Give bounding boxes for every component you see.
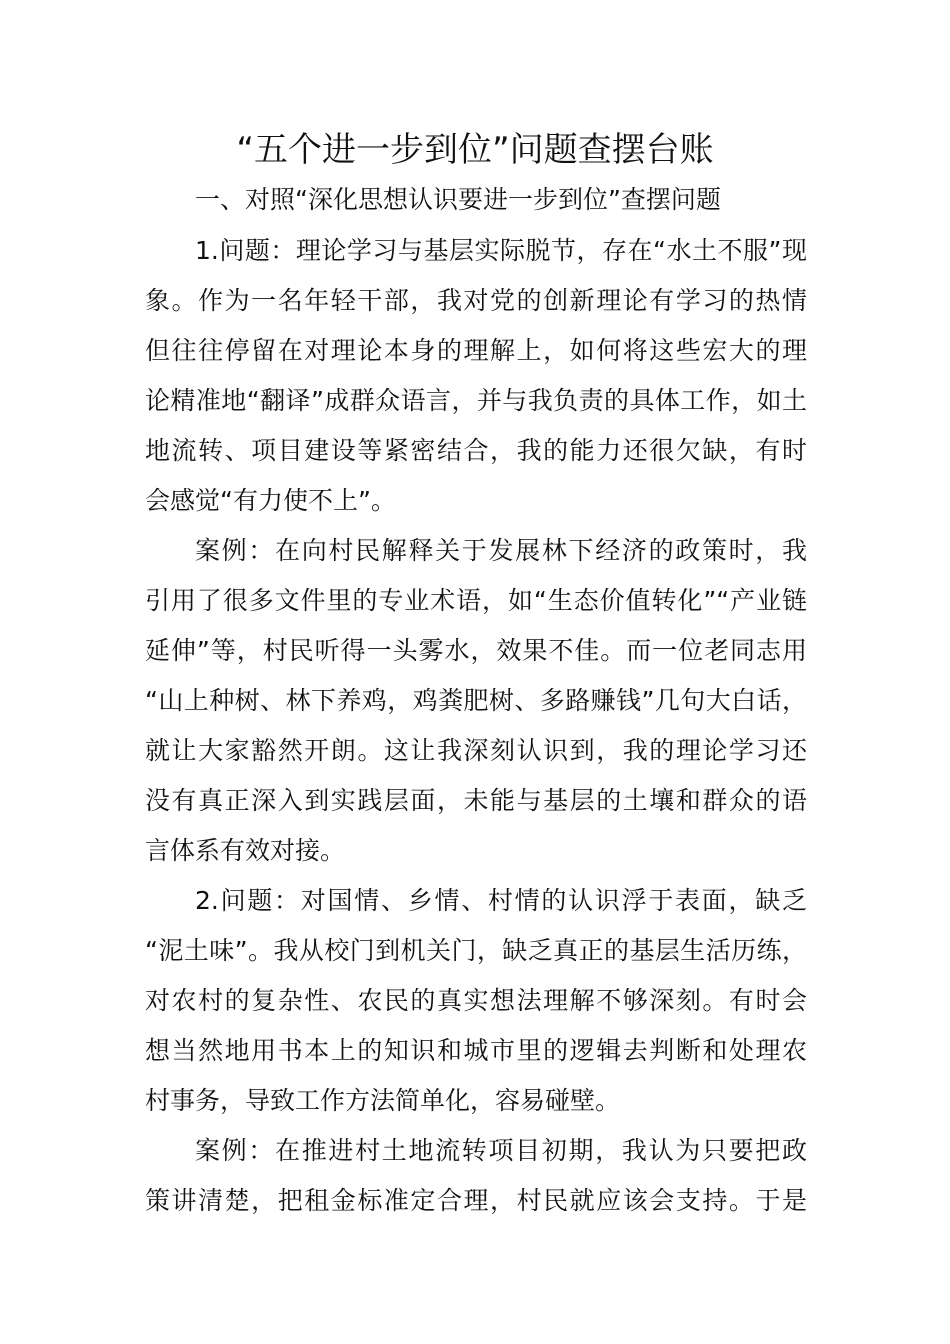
text-line: 延伸”等，村民听得一头雾水，效果不佳。而一位老同志用 (145, 636, 807, 665)
text-line: 象。作为一名年轻干部，我对党的创新理论有学习的热情 (145, 286, 807, 315)
paragraph (145, 876, 807, 1126)
text-line: 地流转、项目建设等紧密结合，我的能力还很欠缺，有时 (145, 436, 807, 465)
paragraph (145, 1126, 807, 1226)
document-title: “五个进一步到位”问题查摆台账 (236, 130, 714, 170)
text-line: 引用了很多文件里的专业术语，如“生态价值转化”“产业链 (145, 586, 807, 615)
text-line: 策讲清楚，把租金标准定合理，村民就应该会支持。于是 (145, 1186, 807, 1215)
text-line: 想当然地用书本上的知识和城市里的逻辑去判断和处理农 (145, 1036, 807, 1065)
text-line: 没有真正深入到实践层面，未能与基层的土壤和群众的语 (145, 786, 807, 815)
document-body (145, 226, 807, 1226)
text-line: 案例：在向村民解释关于发展林下经济的政策时，我 (195, 536, 807, 565)
text-line: 1.问题：理论学习与基层实际脱节，存在“水土不服”现 (195, 236, 807, 265)
paragraph (145, 526, 807, 876)
section-heading: 一、对照“深化思想认识要进一步到位”查摆问题 (195, 185, 721, 214)
paragraph (145, 226, 807, 526)
text-line: 会感觉“有力使不上”。 (145, 486, 396, 515)
text-line: 就让大家豁然开朗。这让我深刻认识到，我的理论学习还 (145, 736, 807, 765)
text-line: 言体系有效对接。 (145, 836, 346, 865)
text-line: 2.问题：对国情、乡情、村情的认识浮于表面，缺乏 (195, 886, 807, 915)
text-line: 但往往停留在对理论本身的理解上，如何将这些宏大的理 (145, 336, 807, 365)
text-line: 对农村的复杂性、农民的真实想法理解不够深刻。有时会 (145, 986, 807, 1015)
text-line: 村事务，导致工作方法简单化，容易碰壁。 (145, 1086, 621, 1115)
text-line: 论精准地“翻译”成群众语言，并与我负责的具体工作，如土 (145, 386, 807, 415)
text-line: 案例：在推进村土地流转项目初期，我认为只要把政 (195, 1136, 807, 1165)
text-line: “泥土味”。我从校门到机关门，缺乏真正的基层生活历练， (145, 936, 807, 965)
text-line: “山上种树、林下养鸡，鸡粪肥树、多路赚钱”几句大白话， (145, 686, 807, 715)
